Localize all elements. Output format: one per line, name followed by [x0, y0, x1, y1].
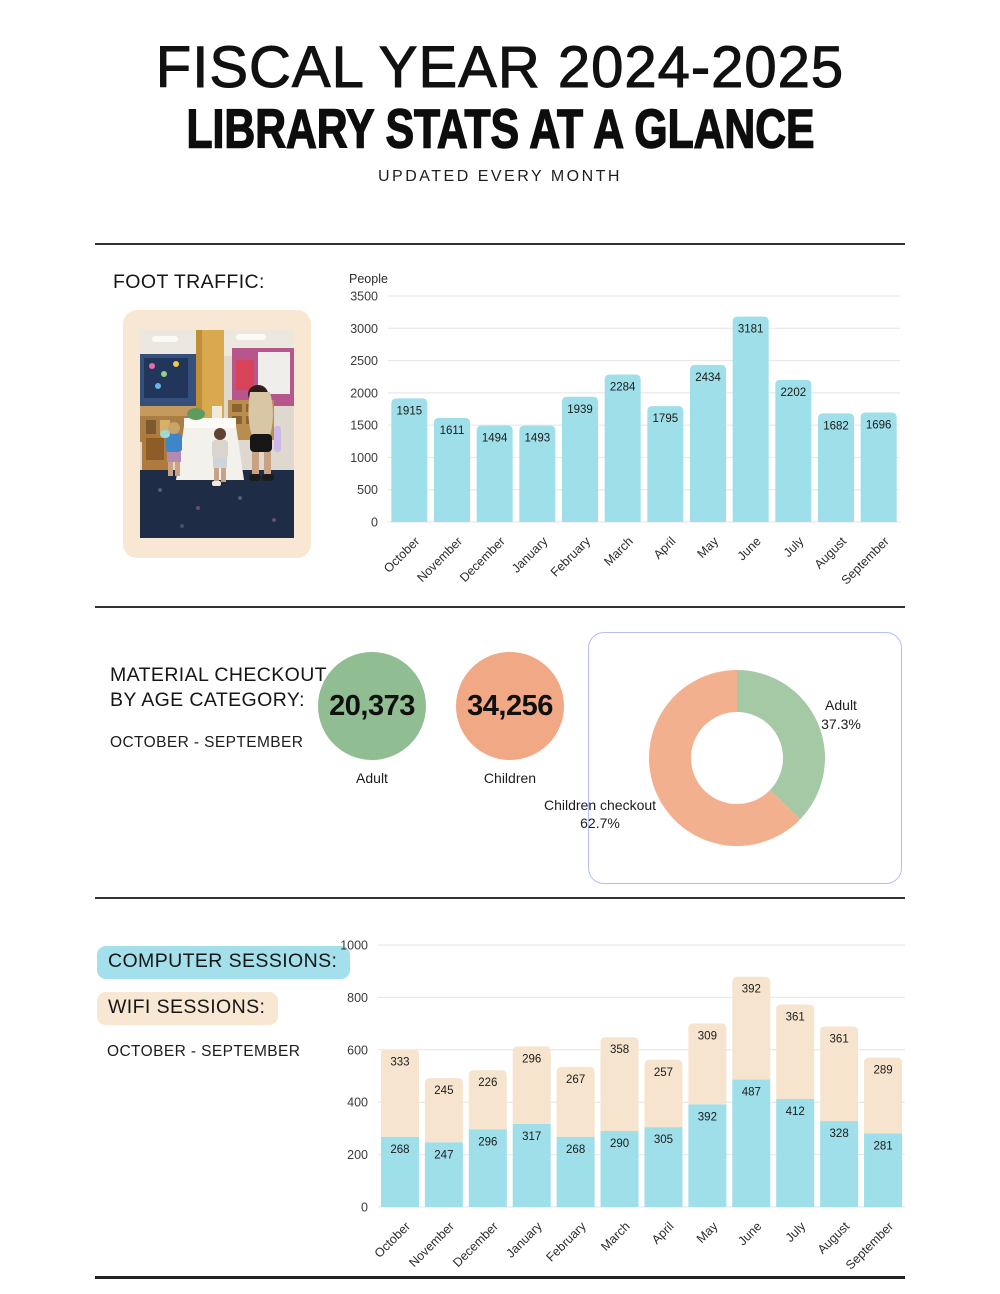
svg-text:200: 200 [347, 1148, 368, 1163]
children-total-value: 34,256 [467, 689, 553, 722]
svg-text:March: March [601, 534, 636, 569]
svg-text:August: August [814, 1219, 853, 1257]
svg-text:January: January [503, 1219, 545, 1261]
svg-text:1493: 1493 [524, 432, 551, 445]
svg-text:1500: 1500 [350, 418, 378, 433]
svg-text:1795: 1795 [652, 413, 679, 426]
svg-text:3181: 3181 [737, 323, 764, 336]
svg-text:412: 412 [785, 1106, 805, 1119]
svg-text:May: May [694, 534, 722, 561]
svg-text:2284: 2284 [609, 381, 636, 394]
svg-text:328: 328 [829, 1128, 849, 1141]
svg-text:290: 290 [609, 1138, 630, 1151]
svg-text:October: October [381, 534, 423, 576]
svg-text:0: 0 [361, 1200, 368, 1215]
svg-text:June: June [734, 534, 764, 564]
sessions-stacked-bar-chart [340, 925, 910, 1273]
svg-text:226: 226 [478, 1077, 498, 1090]
svg-text:People: People [349, 272, 388, 286]
svg-text:September: September [843, 1219, 897, 1273]
updated-note: UPDATED EVERY MONTH [378, 168, 622, 185]
svg-text:333: 333 [390, 1056, 410, 1069]
children-circle-label: Children [483, 770, 537, 786]
svg-text:November: November [406, 1219, 457, 1270]
svg-text:358: 358 [609, 1044, 630, 1057]
svg-text:September: September [838, 534, 892, 588]
svg-text:2434: 2434 [695, 371, 721, 384]
svg-text:2000: 2000 [350, 386, 378, 401]
adult-total-value: 20,373 [329, 689, 415, 722]
svg-text:296: 296 [522, 1053, 542, 1066]
svg-text:3000: 3000 [350, 321, 378, 336]
svg-text:400: 400 [347, 1095, 368, 1110]
svg-text:June: June [735, 1219, 765, 1249]
adult-total-circle [318, 652, 426, 760]
divider-1 [95, 243, 905, 245]
svg-text:2500: 2500 [350, 354, 378, 369]
svg-text:487: 487 [741, 1086, 761, 1099]
foot-traffic-bar-chart [340, 266, 910, 596]
svg-text:April: April [648, 1219, 677, 1247]
divider-3 [95, 897, 905, 899]
svg-text:October: October [371, 1219, 414, 1261]
svg-text:0: 0 [371, 515, 378, 530]
svg-text:600: 600 [347, 1043, 368, 1058]
svg-text:309: 309 [697, 1030, 717, 1043]
svg-text:1611: 1611 [439, 424, 465, 437]
svg-text:November: November [414, 534, 466, 585]
svg-text:January: January [509, 534, 551, 576]
svg-text:December: December [457, 534, 508, 585]
foot-traffic-label: FOOT TRAFFIC: [113, 271, 265, 293]
svg-text:500: 500 [357, 483, 378, 498]
svg-text:1000: 1000 [340, 938, 368, 953]
svg-text:392: 392 [741, 983, 761, 996]
divider-4 [95, 1276, 905, 1279]
svg-text:37.3%: 37.3% [821, 716, 861, 732]
svg-text:296: 296 [478, 1136, 498, 1149]
svg-text:July: July [782, 1219, 809, 1245]
svg-text:257: 257 [653, 1066, 674, 1079]
page-subtitle-heading: LIBRARY STATS AT A GLANCE [185, 98, 815, 160]
svg-text:1000: 1000 [350, 450, 378, 465]
svg-text:Children checkout: Children checkout [543, 797, 657, 813]
svg-text:July: July [780, 534, 807, 560]
svg-text:August: August [811, 534, 850, 572]
svg-text:3500: 3500 [350, 289, 378, 304]
svg-text:289: 289 [873, 1064, 893, 1077]
svg-text:1915: 1915 [396, 405, 423, 418]
checkout-donut-chart [540, 632, 910, 884]
page-title: FISCAL YEAR 2024-2025 [155, 35, 845, 100]
svg-text:317: 317 [522, 1130, 542, 1143]
svg-text:268: 268 [390, 1143, 410, 1156]
svg-text:May: May [693, 1219, 721, 1246]
library-photo-illustration [140, 330, 294, 538]
adult-circle-label: Adult [356, 770, 388, 786]
svg-text:1939: 1939 [567, 403, 593, 416]
svg-text:267: 267 [566, 1073, 586, 1086]
svg-text:1494: 1494 [481, 432, 508, 445]
svg-text:361: 361 [829, 1033, 849, 1046]
material-checkout-period: OCTOBER - SEPTEMBER [110, 734, 304, 751]
svg-text:62.7%: 62.7% [580, 815, 620, 831]
wifi-sessions-legend: WIFI SESSIONS: [97, 992, 278, 1025]
svg-text:1696: 1696 [865, 419, 892, 432]
svg-text:March: March [598, 1219, 633, 1254]
svg-text:800: 800 [347, 990, 368, 1005]
svg-text:February: February [547, 534, 594, 580]
sessions-period: OCTOBER - SEPTEMBER [107, 1043, 301, 1060]
svg-text:305: 305 [653, 1134, 674, 1147]
svg-text:2202: 2202 [780, 386, 807, 399]
svg-text:281: 281 [873, 1140, 893, 1153]
svg-text:Adult: Adult [825, 697, 857, 713]
svg-text:February: February [543, 1219, 589, 1265]
svg-text:April: April [650, 534, 679, 562]
svg-text:December: December [450, 1219, 501, 1270]
svg-text:268: 268 [566, 1143, 586, 1156]
svg-text:361: 361 [785, 1011, 805, 1024]
divider-2 [95, 606, 905, 608]
svg-text:247: 247 [434, 1149, 454, 1162]
svg-text:1682: 1682 [823, 420, 849, 433]
svg-text:392: 392 [697, 1111, 717, 1124]
foot-traffic-photo [123, 310, 311, 558]
material-checkout-label: MATERIAL CHECKOUT BY AGE CATEGORY: [110, 664, 327, 711]
computer-sessions-legend: COMPUTER SESSIONS: [97, 946, 350, 979]
svg-text:245: 245 [434, 1085, 454, 1098]
